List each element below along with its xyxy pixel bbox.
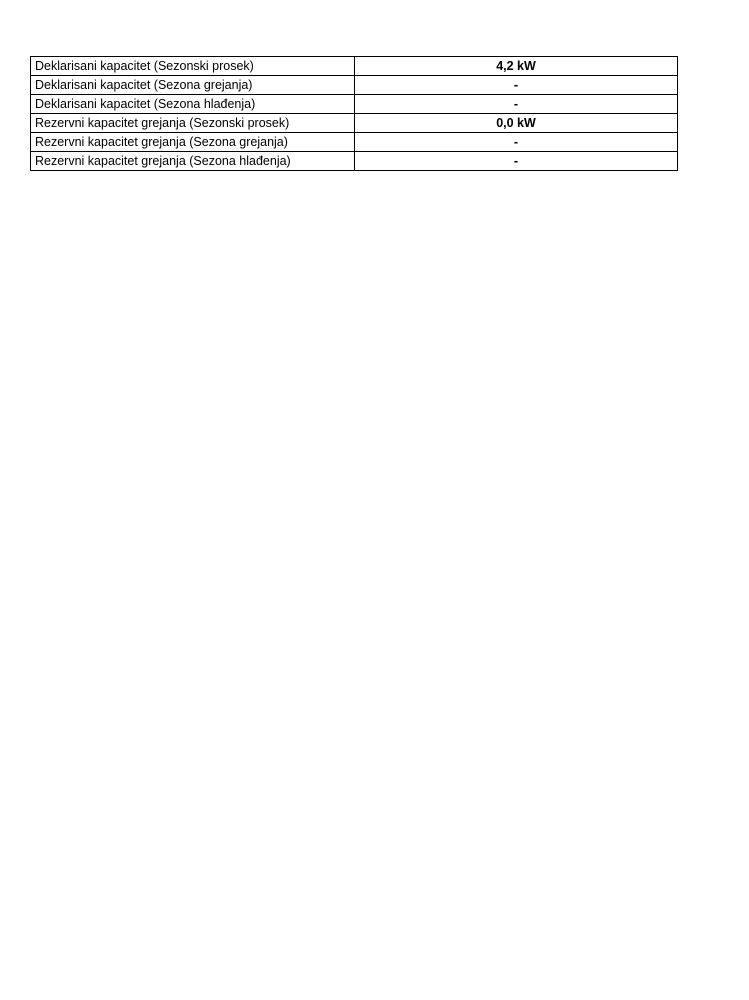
row-value: 4,2 kW bbox=[355, 57, 678, 76]
table-row bbox=[31, 57, 678, 76]
row-value: - bbox=[355, 95, 678, 114]
capacity-spec-table bbox=[30, 56, 678, 171]
row-label: Deklarisani kapacitet (Sezonski prosek) bbox=[31, 57, 355, 76]
row-label: Rezervni kapacitet grejanja (Sezona hlađenja) bbox=[31, 152, 355, 171]
row-label: Rezervni kapacitet grejanja (Sezona grejanja) bbox=[31, 133, 355, 152]
row-label: Deklarisani kapacitet (Sezona hlađenja) bbox=[31, 95, 355, 114]
row-value: - bbox=[355, 152, 678, 171]
table-row bbox=[31, 133, 678, 152]
row-label: Rezervni kapacitet grejanja (Sezonski prosek) bbox=[31, 114, 355, 133]
table-row bbox=[31, 114, 678, 133]
row-value: - bbox=[355, 76, 678, 95]
table-row bbox=[31, 152, 678, 171]
row-value: - bbox=[355, 133, 678, 152]
table-row bbox=[31, 76, 678, 95]
table-row bbox=[31, 95, 678, 114]
row-value: 0,0 kW bbox=[355, 114, 678, 133]
row-label: Deklarisani kapacitet (Sezona grejanja) bbox=[31, 76, 355, 95]
